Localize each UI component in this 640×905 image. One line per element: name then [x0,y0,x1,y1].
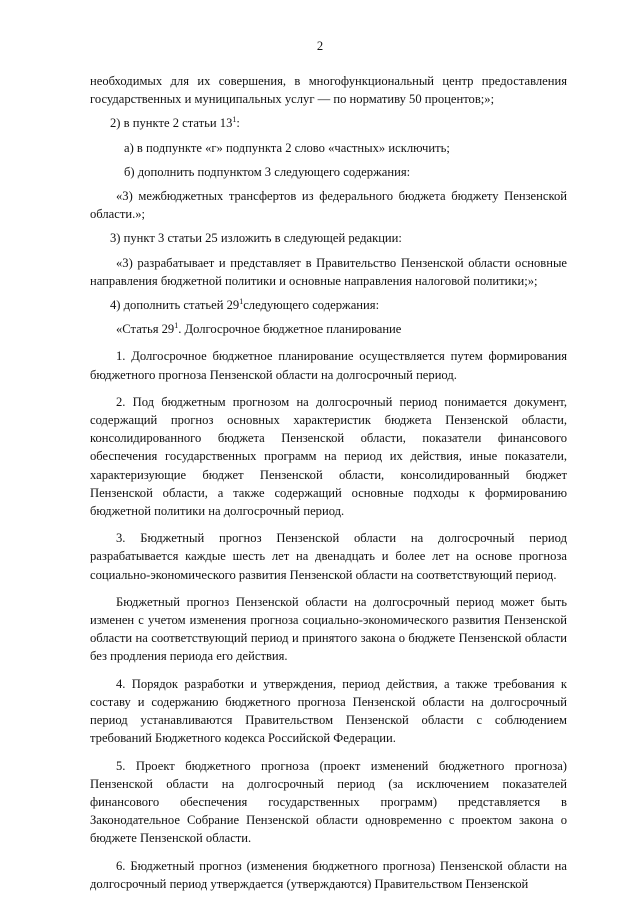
amendment-item-2-text: 2) в пункте 2 статьи 13 [110,116,233,131]
article-paragraph-3: 3. Бюджетный прогноз Пензенской области на долгосрочный период разрабатывается каждые шесть лет на двенадцать и более лет на основе прогноза социально-экономического развития Пензенской области на соответствующий период. [90,531,567,582]
article-paragraph-4: 4. Порядок разработки и утверждения, период действия, а также требования к составу и содержанию бюджетного прогноза Пензенской области на долгосрочный период устанавливаются Правительством Пензенской области с соблюдением требований Бюджетного кодекса Российской Федерации. [90,676,567,746]
amendment-item-4-text: 4) дополнить статьей 29 [110,298,240,313]
document-body [90,72,567,893]
amendment-item-2 [90,114,567,132]
amendment-item-4 [90,296,567,314]
amendment-item-2-suffix: : [236,116,240,131]
amendment-item-4-suffix: следующего содержания: [243,298,380,313]
article-paragraph-2: 2. Под бюджетным прогнозом на долгосрочный период понимается документ, содержащий прогноз основных характеристик бюджета Пензенской области, консолидированного бюджета Пензенской области, показатели финансового обеспечения государственных программ на период их действия, иные показатели, характеризующие бюджет Пензенской области, консолидированный бюджет Пензенской области, а также содержащий основные подходы к формированию бюджетной политики на долгосрочный период. [90,394,567,519]
article-paragraph-6: 6. Бюджетный прогноз (изменения бюджетного прогноза) Пензенской области на долгосрочный период утверждается (утверждаются) Правительством Пензенской [90,858,567,891]
article-paragraph-5: 5. Проект бюджетного прогноза (проект изменений бюджетного прогноза) Пензенской области на долгосрочный период (за исключением показателей финансового обеспечения государственных программ) представляется в Законодательное Собрание Пензенской области одновременно с проектом закона о бюджете Пензенской области. [90,758,567,846]
paragraph-continuation: необходимых для их совершения, в многофункциональный центр предоставления государственных и муниципальных услуг — по нормативу 50 процентов;»; [90,74,567,107]
article-heading-title: . Долгосрочное бюджетное планирование [178,322,402,337]
article-heading-prefix: «Статья 29 [116,322,175,337]
superscript-marker: 1 [174,321,179,331]
subitem-b: б) дополнить подпунктом 3 следующего содержания: [124,164,411,179]
subitem-a: а) в подпункте «г» подпункта 2 слово «частных» исключить; [124,140,450,155]
superscript-marker: 1 [232,115,237,125]
page-number: 2 [316,39,324,53]
article-paragraph-1: 1. Долгосрочное бюджетное планирование осуществляется путем формирования бюджетного прогноза Пензенской области на долгосрочный период. [90,349,567,382]
amendment-item-3: 3) пункт 3 статьи 25 изложить в следующей редакции: [110,231,402,246]
quoted-subclause-3: «3) межбюджетных трансфертов из федерального бюджета бюджету Пензенской области.»; [90,189,567,222]
article-paragraph-3-continued: Бюджетный прогноз Пензенской области на долгосрочный период может быть изменен с учетом изменения прогноза социально-экономического развития Пензенской области на соответствующий период и принятого закона о бюджете Пензенской области без продления периода его действия. [90,594,567,664]
quoted-clause-3: «3) разрабатывает и представляет в Правительство Пензенской области основные направления бюджетной политики и основные направления налоговой политики;»; [90,255,567,288]
article-heading [90,320,567,338]
superscript-marker: 1 [239,296,244,306]
